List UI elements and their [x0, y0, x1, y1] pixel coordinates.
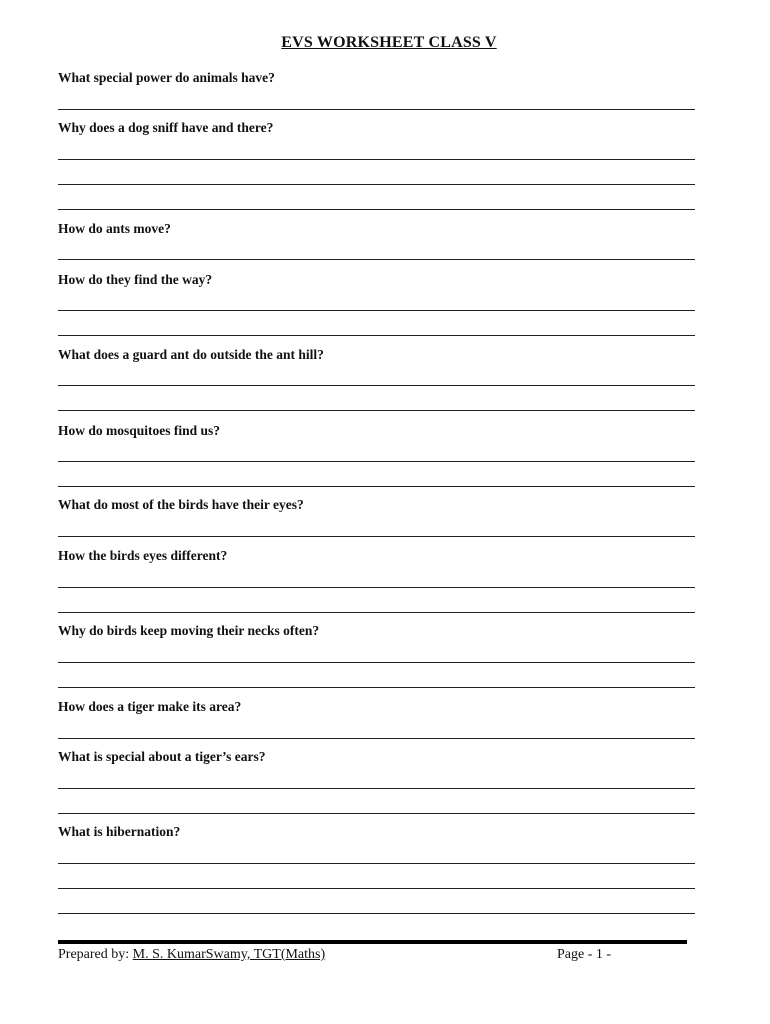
question-7: What do most of the birds have their eyes? — [58, 497, 304, 512]
answer-line — [58, 687, 695, 688]
page-number: Page - 1 - — [557, 947, 612, 962]
question-6: How do mosquitoes find us? — [58, 423, 221, 438]
question-2: Why does a dog sniff have and there? — [58, 120, 274, 135]
answer-line — [58, 159, 695, 160]
answer-line — [58, 184, 695, 185]
footer-rule — [58, 940, 687, 944]
question-8: How the birds eyes different? — [58, 548, 228, 563]
question-3: How do ants move? — [58, 221, 171, 236]
answer-line — [58, 536, 695, 537]
question-11: What is special about a tiger’s ears? — [58, 749, 266, 764]
answer-line — [58, 612, 695, 613]
answer-line — [58, 259, 695, 260]
question-12: What is hibernation? — [58, 824, 181, 839]
answer-line — [58, 410, 695, 411]
answer-line — [58, 335, 695, 336]
answer-line — [58, 813, 695, 814]
answer-line — [58, 461, 695, 462]
answer-line — [58, 310, 695, 311]
question-10: How does a tiger make its area? — [58, 699, 242, 714]
prepared-name: M. S. KumarSwamy, TGT(Maths) — [132, 947, 326, 962]
answer-line — [58, 587, 695, 588]
answer-line — [58, 385, 695, 386]
answer-line — [58, 486, 695, 487]
answer-line — [58, 863, 695, 864]
question-1: What special power do animals have? — [58, 70, 275, 85]
answer-line — [58, 109, 695, 110]
answer-line — [58, 788, 695, 789]
prepared-label: Prepared by: — [58, 947, 133, 962]
answer-line — [58, 913, 695, 914]
question-9: Why do birds keep moving their necks often? — [58, 623, 320, 638]
answer-line — [58, 662, 695, 663]
question-4: How do they find the way? — [58, 272, 213, 287]
answer-line — [58, 888, 695, 889]
worksheet-title: EVS WORKSHEET CLASS V — [281, 34, 497, 51]
prepared-by — [58, 947, 325, 963]
answer-line — [58, 209, 695, 210]
answer-line — [58, 738, 695, 739]
question-5: What does a guard ant do outside the ant hill? — [58, 347, 324, 362]
